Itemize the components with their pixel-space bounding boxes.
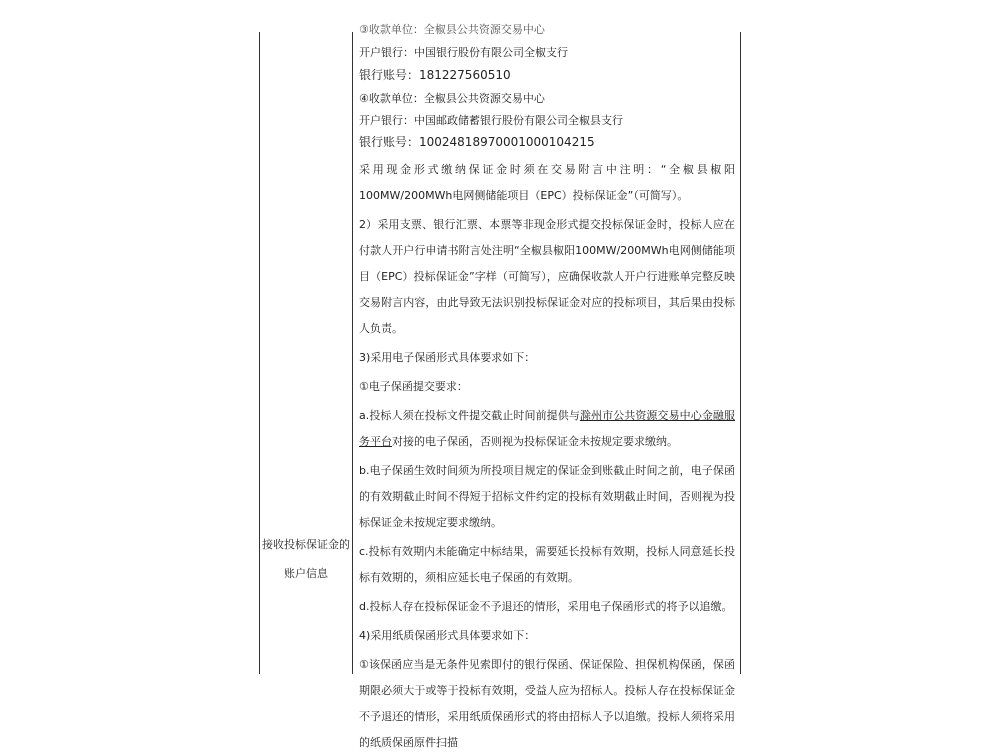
account-info-cell <box>359 18 735 756</box>
row-label-cell <box>260 530 352 588</box>
row-label-line-2: 账户信息 <box>284 567 328 580</box>
e-guarantee-item-a <box>359 403 735 455</box>
paper-guarantee-heading: 4)采用纸质保函形式具体要求如下： <box>359 629 536 642</box>
account-3-line: 银行账号：181227560510 <box>359 68 511 82</box>
bank-4-line: 开户银行：中国邮政储蓄银行股份有限公司全椒县支行 <box>359 114 623 127</box>
row-label-line-1: 接收投标保证金的 <box>262 538 350 551</box>
e-guarantee-item-c: c.投标有效期内未能确定中标结果，需要延长投标有效期，投标人同意延长投标有效期的，须相应延长电子保函的有效期。 <box>359 545 735 584</box>
e-guarantee-heading: 3)采用电子保函形式具体要求如下： <box>359 351 536 364</box>
item-a-text-after: 对接的电子保函，否则视为投标保证金未按规定要求缴纳。 <box>392 435 678 448</box>
item-a-text-before: a.投标人须在投标文件提交截止时间前提供与 <box>359 409 580 422</box>
table-border-right <box>740 32 741 674</box>
e-guarantee-requirements-heading: ①电子保函提交要求： <box>359 380 468 393</box>
payee-4-line: ④收款单位：全椒县公共资源交易中心 <box>359 92 545 105</box>
table-column-divider <box>352 32 353 674</box>
cash-deposit-note: 采用现金形式缴纳保证金时须在交易附言中注明：“全椒县椒阳100MW/200MWh电网侧储能项目（EPC）投标保证金”（可简写）。 <box>359 163 735 202</box>
non-cash-deposit-note: 2）采用支票、银行汇票、本票等非现金形式提交投标保证金时，投标人应在付款人开户行申请书附言处注明“全椒县椒阳100MW/200MWh电网侧储能项目（EPC）投标保证金”字样（可简写），应确保收款人开户行进账单完整反映交易附言内容，由此导致无法识别投标保证金对应的投标项目，其后果由投标人负责。 <box>359 218 735 335</box>
paper-guarantee-item-1: ①该保函应当是无条件见索即付的银行保函、保证保险、担保机构保函，保函期限必须大于或等于投标有效期，受益人应为招标人。投标人存在投标保证金不予退还的情形，采用纸质保函形式的将由招标人予以追缴。投标人须将采用的纸质保函原件扫描 <box>359 658 735 749</box>
e-guarantee-item-b: b.电子保函生效时间须为所投项目规定的保证金到账截止时间之前，电子保函的有效期截止时间不得短于招标文件约定的投标有效期截止时间，否则视为投标保证金未按规定要求缴纳。 <box>359 464 735 529</box>
finance-platform-link[interactable]: 滁州市公共资源交易中心金融服务平台 <box>359 409 735 448</box>
account-4-line: 银行账号：10024818970001000104215 <box>359 135 595 149</box>
bank-3-line: 开户银行：中国银行股份有限公司全椒支行 <box>359 46 568 59</box>
payee-3-line: ③收款单位：全椒县公共资源交易中心 <box>359 23 545 36</box>
e-guarantee-item-d: d.投标人存在投标保证金不予退还的情形，采用电子保函形式的将予以追缴。 <box>359 600 733 613</box>
